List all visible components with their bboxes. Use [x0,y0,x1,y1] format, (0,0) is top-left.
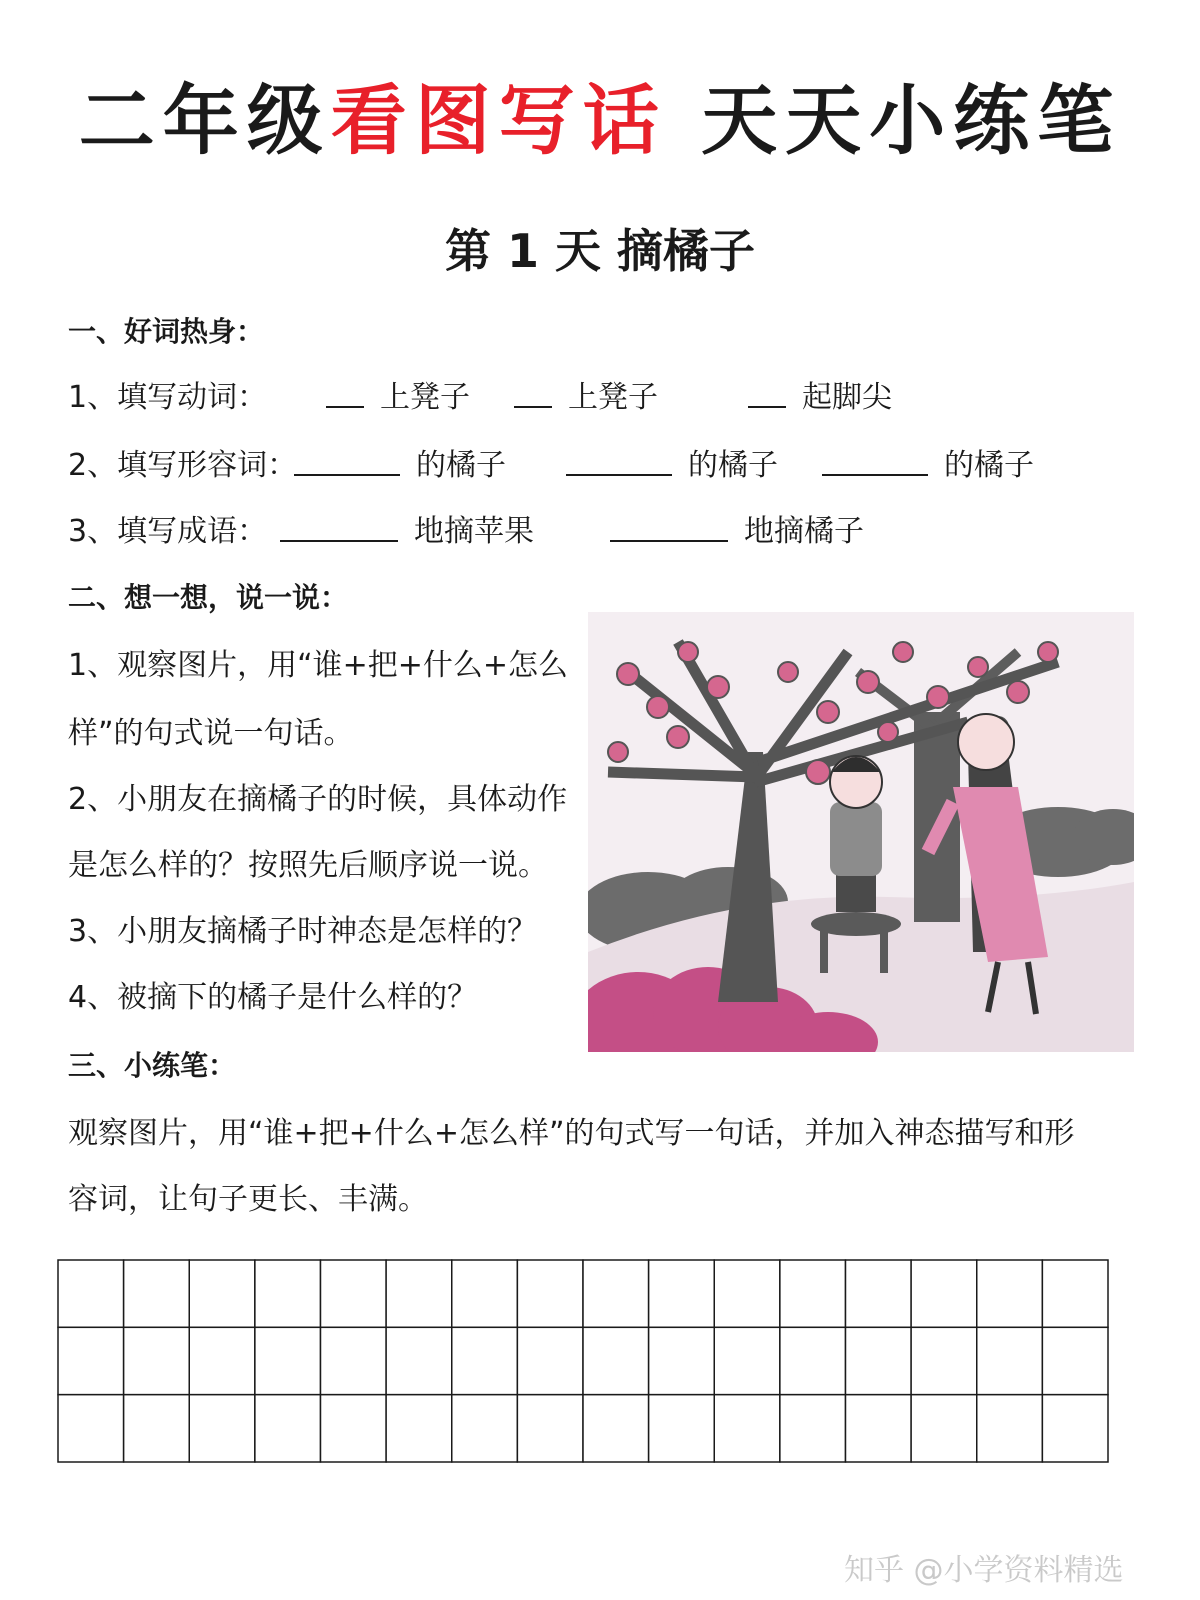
s2-line-6: 4、被摘下的橘子是什么样的？ [68,980,478,1015]
q2-blank-2[interactable] [566,474,672,476]
grid-cell[interactable] [977,1327,1043,1394]
boy-figure [830,756,882,912]
worksheet-title [0,60,1200,169]
q1-item-1: 上凳子 [380,380,470,415]
q3-item-2: 地摘橘子 [744,514,864,549]
title-prefix: 二年级 [78,76,331,165]
lesson-title: 第 1 天 摘橘子 [444,224,756,278]
q1-item-2: 上凳子 [568,380,658,415]
section1-heading: 一、好词热身： [68,315,265,348]
grid-cell[interactable] [452,1260,518,1327]
grid-cell[interactable] [1042,1260,1108,1327]
q3-blank-1[interactable] [280,540,398,542]
grid-cell[interactable] [911,1395,977,1462]
grid-cell[interactable] [780,1260,846,1327]
q2-item-3: 的橘子 [944,448,1034,483]
s3-line-2: 容词，让句子更长、丰满。 [68,1182,428,1217]
q2-blank-1[interactable] [294,474,400,476]
q3-blank-2[interactable] [610,540,728,542]
grid-cell[interactable] [124,1395,190,1462]
grid-cell[interactable] [911,1260,977,1327]
grid-cell[interactable] [583,1260,649,1327]
grid-cell[interactable] [386,1260,452,1327]
orange-picking-illustration [588,612,1134,1052]
grid-cell[interactable] [517,1260,583,1327]
grid-cell[interactable] [714,1327,780,1394]
watermark: 知乎 @小学资料精选 [844,1553,1124,1588]
q2-label: 2、填写形容词： [68,448,298,483]
grid-cell[interactable] [649,1260,715,1327]
grid-cell[interactable] [517,1395,583,1462]
grid-cell[interactable] [321,1395,387,1462]
grid-cell[interactable] [255,1327,321,1394]
grid-cell[interactable] [714,1395,780,1462]
title-highlight: 看图写话 [330,76,667,165]
grid-cell[interactable] [780,1395,846,1462]
grid-cell[interactable] [649,1395,715,1462]
q1-blank-1[interactable] [326,406,364,408]
q1-item-3: 起脚尖 [802,380,892,415]
q2-blank-3[interactable] [822,474,928,476]
grid-cell[interactable] [1042,1395,1108,1462]
grid-cell[interactable] [189,1260,255,1327]
grid-cell[interactable] [714,1260,780,1327]
q1-blank-2[interactable] [514,406,552,408]
q2-item-2: 的橘子 [688,448,778,483]
grid-cell[interactable] [977,1395,1043,1462]
grid-cell[interactable] [189,1395,255,1462]
q3-label: 3、填写成语： [68,514,268,549]
q2-item-1: 的橘子 [416,448,506,483]
grid-cell[interactable] [386,1395,452,1462]
grid-cell[interactable] [780,1327,846,1394]
grid-cell[interactable] [846,1395,912,1462]
grid-cell[interactable] [1042,1327,1108,1394]
grid-cell[interactable] [911,1327,977,1394]
grid-cell[interactable] [452,1327,518,1394]
grid-cell[interactable] [124,1327,190,1394]
s2-line-4: 是怎么样的？按照先后顺序说一说。 [68,848,548,883]
grid-cell[interactable] [583,1327,649,1394]
grid-cell[interactable] [255,1260,321,1327]
q1-label: 1、填写动词： [68,380,268,415]
s2-line-3: 2、小朋友在摘橘子的时候，具体动作 [68,782,568,817]
grid-cell[interactable] [255,1395,321,1462]
section2-heading: 二、想一想，说一说： [68,581,349,614]
grid-cell[interactable] [846,1327,912,1394]
grid-cell[interactable] [846,1260,912,1327]
grid-cell[interactable] [58,1260,124,1327]
grid-cell[interactable] [189,1327,255,1394]
grid-cell[interactable] [977,1260,1043,1327]
grid-cell[interactable] [452,1395,518,1462]
s2-line-5: 3、小朋友摘橘子时神态是怎样的？ [68,914,538,949]
s3-line-1: 观察图片，用“谁+把+什么+怎么样”的句式写一句话，并加入神态描写和形 [68,1116,1075,1151]
grid-cell[interactable] [321,1260,387,1327]
title-suffix: 天天小练笔 [701,76,1122,165]
grid-cell[interactable] [58,1395,124,1462]
grid-cell[interactable] [386,1327,452,1394]
grid-cell[interactable] [649,1327,715,1394]
section3-heading: 三、小练笔： [68,1049,237,1082]
s2-line-2: 样”的句式说一句话。 [68,716,354,751]
s2-line-1: 1、观察图片，用“谁+把+什么+怎么 [68,648,569,683]
q1-blank-3[interactable] [748,406,786,408]
grid-cell[interactable] [517,1327,583,1394]
grid-cell[interactable] [321,1327,387,1394]
grid-cell[interactable] [583,1395,649,1462]
grid-cell[interactable] [124,1260,190,1327]
q3-item-1: 地摘苹果 [414,514,534,549]
writing-grid[interactable] [56,1258,1110,1464]
grid-cell[interactable] [58,1327,124,1394]
